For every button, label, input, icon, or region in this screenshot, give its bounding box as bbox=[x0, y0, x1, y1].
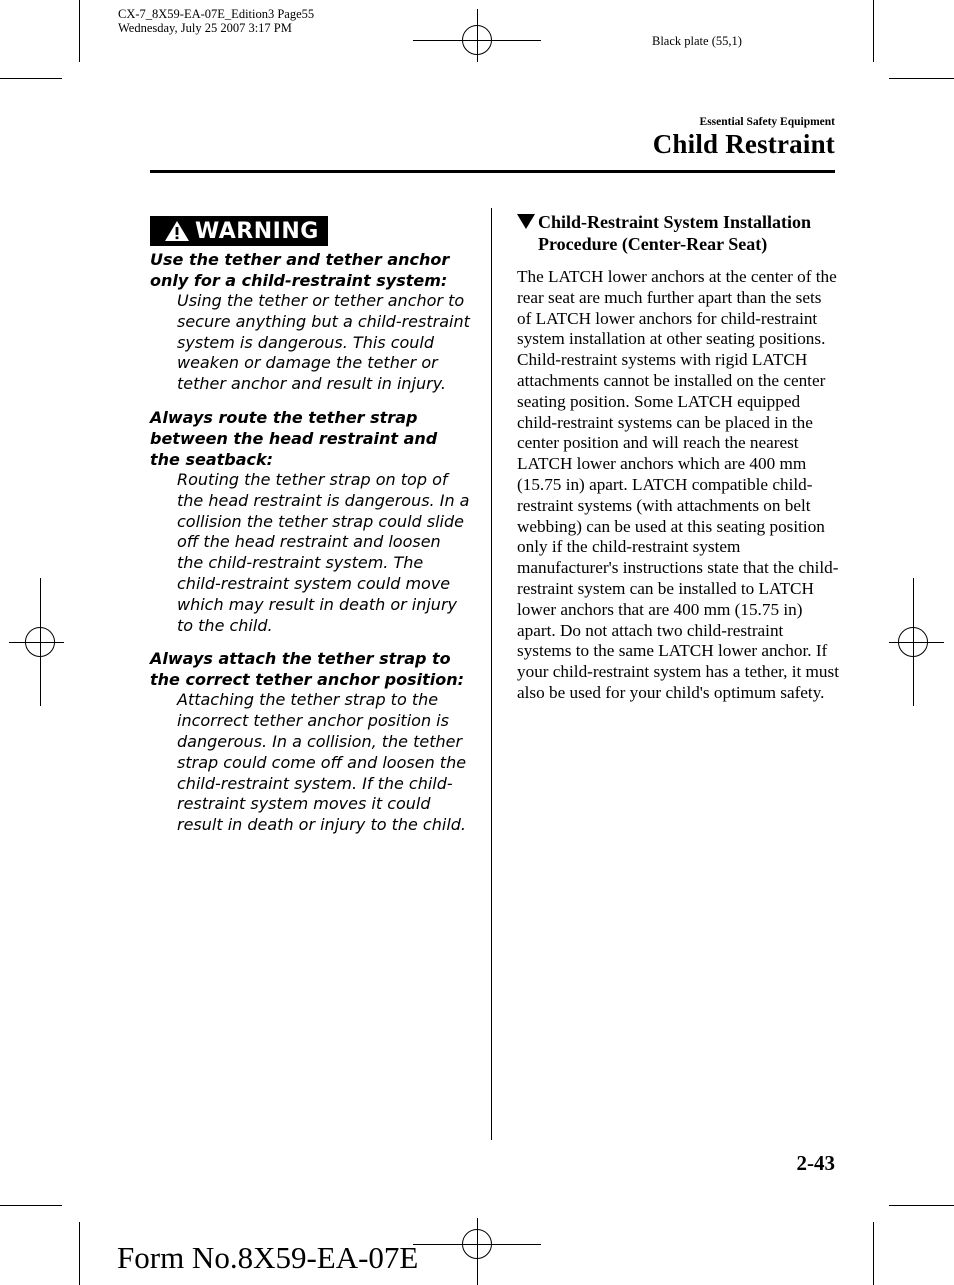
form-number: Form No.8X59-EA-07E bbox=[117, 1240, 419, 1275]
warning-badge bbox=[150, 216, 328, 246]
crop-mark bbox=[0, 1205, 62, 1206]
column-divider bbox=[491, 208, 492, 1140]
warning-label: WARNING bbox=[195, 218, 319, 244]
crop-mark bbox=[79, 1222, 80, 1285]
procedure-body: The LATCH lower anchors at the center of the rear seat are much further apart than the sets of LATCH lower anchors for child-restraint system installation at other seating positions. Child-restraint systems with rigid LATCH attachments cannot be installed on the center seating position. Some LATCH equipped child-restraint systems can be placed in the center position and will reach the nearest LATCH lower anchors which are 400 mm (15.75 in) apart. LATCH compatible child-restraint systems (with attachments on belt webbing) can be used at this seating position only if the child-restraint system manufacturer's instructions state that the child-restraint system can be installed to LATCH lower anchors that are 400 mm (15.75 in) apart. Do not attach two child-restraint systems to the same LATCH lower anchor. If your child-restraint system has a tether, it must also be used for your child's optimum safety. bbox=[517, 267, 839, 702]
registration-circle bbox=[25, 627, 55, 657]
crop-mark bbox=[889, 78, 954, 79]
crop-mark bbox=[79, 0, 80, 62]
file-name-line: CX-7_8X59-EA-07E_Edition3 Page55 bbox=[118, 7, 315, 21]
warning-triangle-icon bbox=[164, 220, 190, 242]
warning-heading: Always route the tether strap between the head restraint and the seatback: bbox=[150, 407, 438, 469]
page-number: 2-43 bbox=[796, 1151, 835, 1175]
section-label: Essential Safety Equipment bbox=[699, 116, 835, 128]
warning-body: Using the tether or tether anchor to secure anything but a child-restraint system is dangerous. This could weaken or damage the tether or tether anchor and result in injury. bbox=[177, 291, 470, 394]
warning-heading: Use the tether and tether anchor only for a child-restraint system: bbox=[150, 250, 450, 290]
registration-circle bbox=[898, 627, 928, 657]
warning-list bbox=[150, 249, 472, 848]
header-rule bbox=[150, 170, 835, 173]
plate-label: Black plate (55,1) bbox=[652, 34, 742, 48]
crop-mark bbox=[873, 1222, 874, 1285]
warning-item bbox=[150, 407, 472, 636]
registration-circle bbox=[462, 1229, 492, 1259]
date-line: Wednesday, July 25 2007 3:17 PM bbox=[118, 21, 292, 35]
page-title: Child Restraint bbox=[652, 129, 835, 159]
crop-mark bbox=[0, 78, 62, 79]
procedure-heading: Child-Restraint System Installation Procedure (Center-Rear Seat) bbox=[538, 212, 812, 254]
crop-mark bbox=[889, 1205, 954, 1206]
warning-item bbox=[150, 648, 472, 836]
crop-mark bbox=[873, 0, 874, 62]
registration-circle bbox=[462, 25, 492, 55]
procedure-heading-block bbox=[517, 211, 847, 255]
warning-item bbox=[150, 249, 472, 395]
print-metadata bbox=[118, 7, 314, 35]
warning-body: Attaching the tether strap to the incorrect tether anchor position is dangerous. In a collision, the tether strap could come off and loosen the child-restraint system. If the child-restraint system moves it could result in death or injury to the child. bbox=[177, 690, 467, 835]
triangle-bullet-icon bbox=[517, 214, 535, 229]
warning-body: Routing the tether strap on top of the head restraint is dangerous. In a collision the tether strap could slide off the head restraint and loosen the child-restraint system. The child-restraint system could move which may result in death or injury to the child. bbox=[177, 469, 470, 635]
warning-heading: Always attach the tether strap to the correct tether anchor position: bbox=[150, 649, 465, 690]
